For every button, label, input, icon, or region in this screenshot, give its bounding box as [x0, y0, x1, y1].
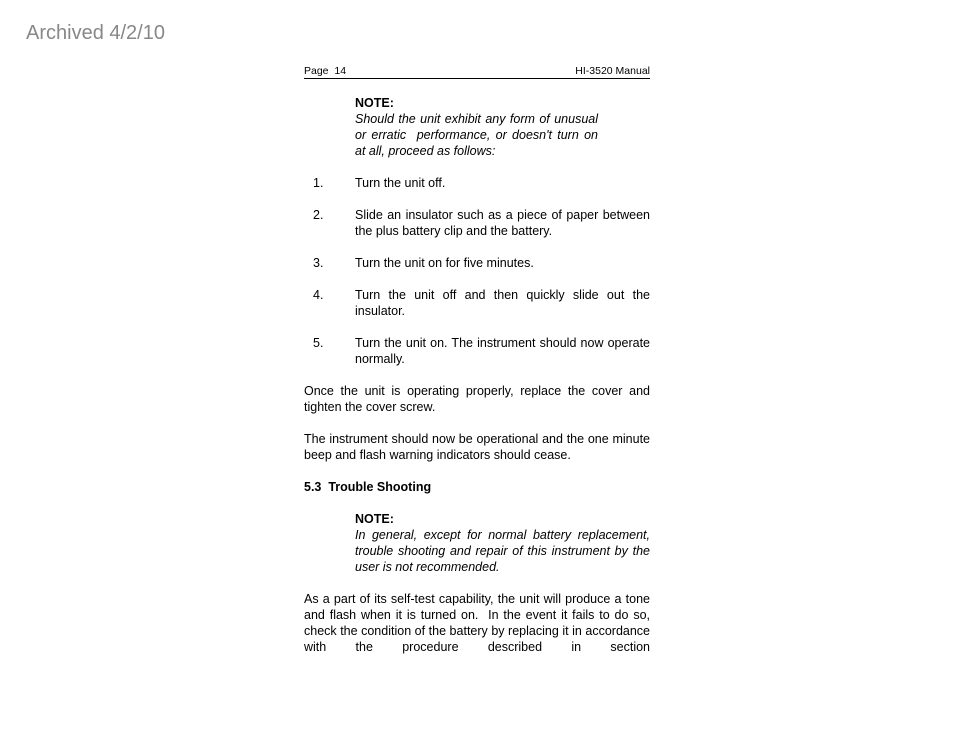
- step-text: Turn the unit on. The instrument should now operate normally.: [355, 336, 650, 366]
- list-item: [304, 335, 650, 367]
- paragraph-self-test: As a part of its self-test capability, the unit will produce a tone and flash when it is turned on. In the event it fails to do so, check the condition of the battery by replacing it in accordance with the procedure described in section: [304, 592, 654, 654]
- step-text: Turn the unit on for five minutes.: [355, 256, 534, 270]
- step-number: 2.: [313, 208, 324, 222]
- manual-page: [304, 64, 654, 671]
- paragraph-operational: The instrument should now be operational and the one minute beep and flash warning indicators should cease.: [304, 432, 650, 462]
- section-heading: 5.3 Trouble Shooting: [304, 480, 432, 494]
- step-number: 5.: [313, 336, 324, 350]
- note-title: NOTE:: [355, 96, 394, 110]
- note-body: In general, except for normal battery replacement, trouble shooting and repair of this instrument by the user is not recommended.: [355, 528, 650, 574]
- page-number: Page 14: [304, 65, 347, 77]
- note-title: NOTE:: [355, 512, 394, 526]
- step-text: Slide an insulator such as a piece of paper between the plus battery clip and the battery.: [355, 208, 650, 238]
- page-header: [304, 64, 650, 79]
- note-trouble-shooting: [355, 511, 650, 575]
- step-number: 3.: [313, 256, 324, 270]
- procedure-steps: [304, 175, 650, 367]
- step-number: 1.: [313, 176, 324, 190]
- list-item: [304, 255, 650, 271]
- manual-title: HI-3520 Manual: [575, 65, 650, 77]
- paragraph-replace-cover: Once the unit is operating properly, replace the cover and tighten the cover screw.: [304, 384, 650, 414]
- step-number: 4.: [313, 288, 324, 302]
- archived-watermark: Archived 4/2/10: [26, 22, 165, 44]
- list-item: [304, 207, 650, 239]
- list-item: [304, 287, 650, 319]
- note-body: Should the unit exhibit any form of unusual or erratic performance, or doesn't turn on at all, proceed as follows:: [355, 112, 602, 158]
- step-text: Turn the unit off.: [355, 176, 446, 190]
- note-erratic: [355, 95, 602, 159]
- step-text: Turn the unit off and then quickly slide out the insulator.: [355, 288, 650, 318]
- list-item: [304, 175, 650, 191]
